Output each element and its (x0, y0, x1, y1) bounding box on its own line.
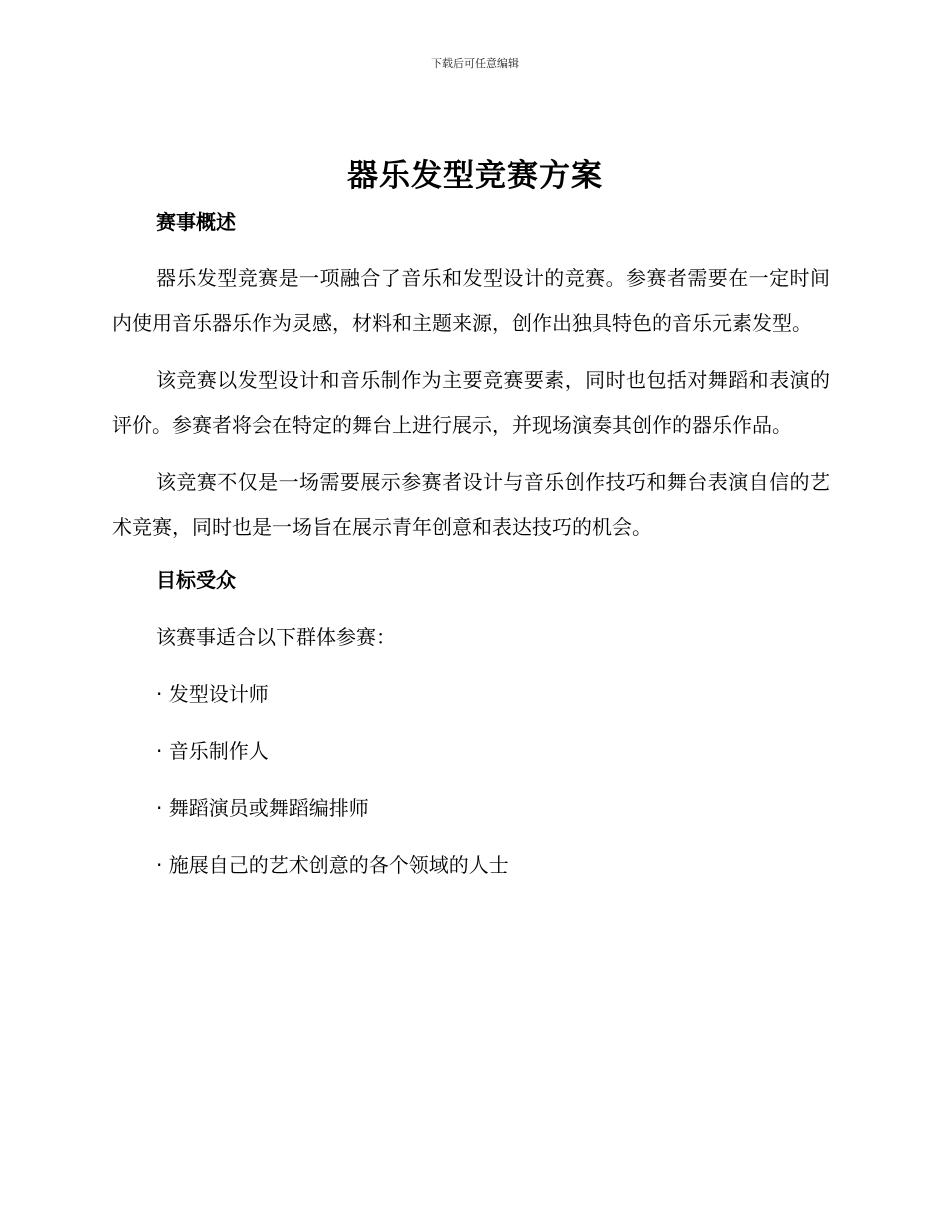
header-note: 下载后可任意编辑 (431, 57, 519, 70)
list-item: · 施展自己的艺术创意的各个领域的人士 (156, 853, 509, 877)
list-item: · 舞蹈演员或舞蹈编排师 (156, 796, 369, 820)
list-item: · 发型设计师 (156, 682, 269, 706)
section-heading-audience: 目标受众 (156, 568, 236, 592)
overview-paragraph-3: 该竞赛不仅是一场需要展示参赛者设计与音乐创作技巧和舞台表演自信的艺术竞赛，同时也是一场旨在展示青年创意和表达技巧的机会。 (112, 470, 830, 539)
section-heading-overview: 赛事概述 (156, 210, 236, 234)
overview-paragraph-2: 该竞赛以发型设计和音乐制作为主要竞赛要素，同时也包括对舞蹈和表演的评价。参赛者将会在特定的舞台上进行展示，并现场演奏其创作的器乐作品。 (112, 368, 830, 437)
document-title: 器乐发型竞赛方案 (347, 158, 603, 194)
audience-intro: 该赛事适合以下群体参赛： (156, 625, 396, 649)
list-item: · 音乐制作人 (156, 739, 269, 763)
overview-paragraph-1: 器乐发型竞赛是一项融合了音乐和发型设计的竞赛。参赛者需要在一定时间内使用音乐器乐作为灵感，材料和主题来源，创作出独具特色的音乐元素发型。 (112, 266, 830, 335)
document-body (112, 204, 830, 883)
